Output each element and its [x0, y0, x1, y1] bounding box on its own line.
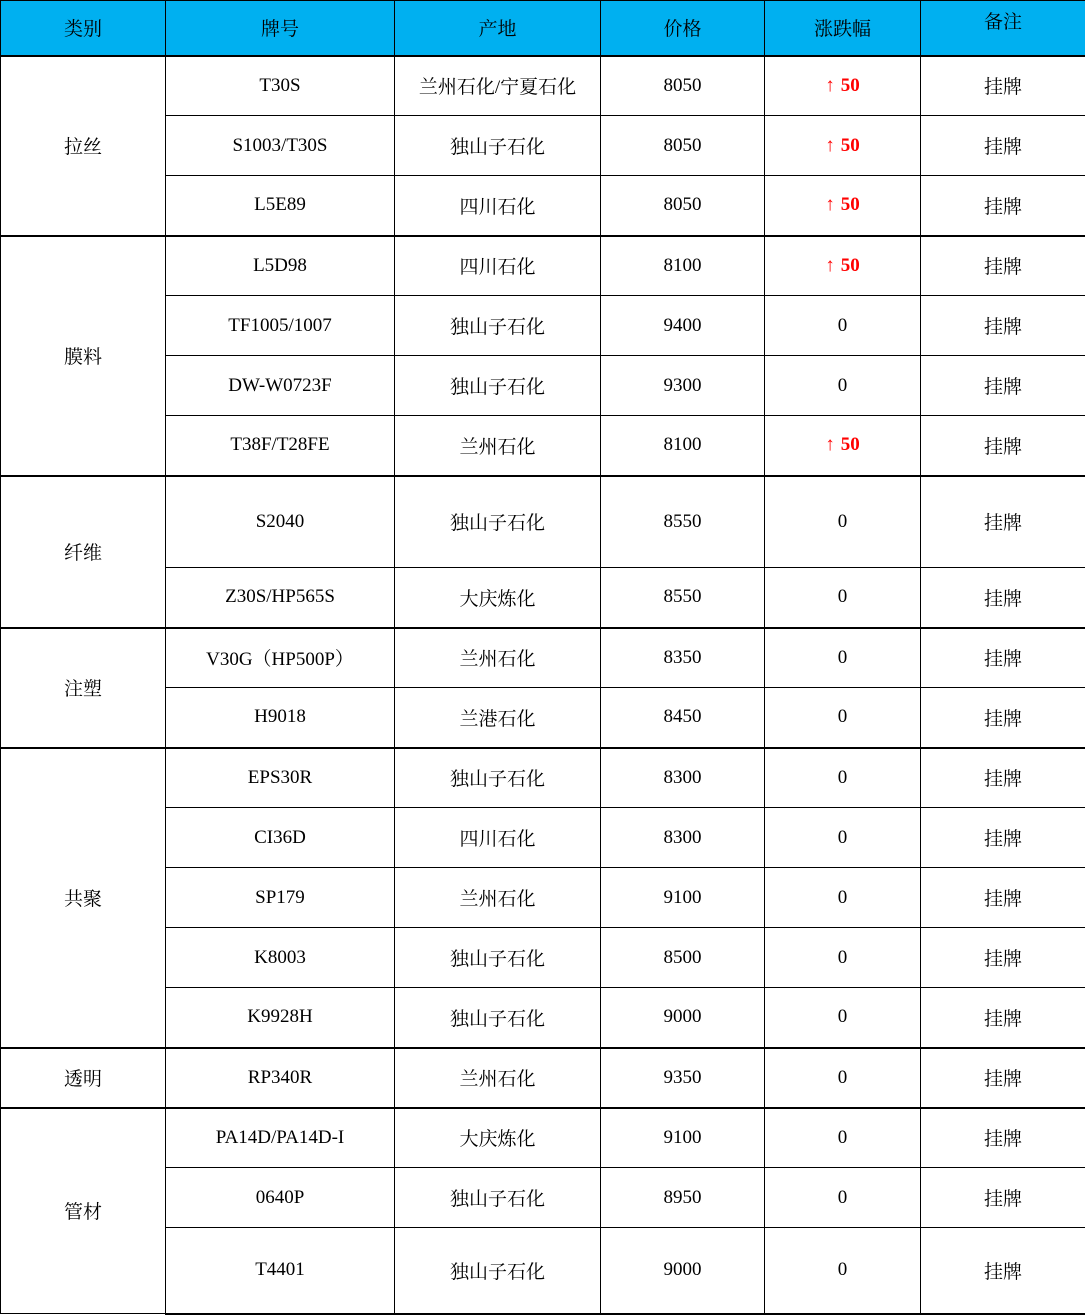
- origin-cell: 独山子石化: [395, 748, 601, 808]
- change-cell: [765, 928, 921, 988]
- brand-cell: L5E89: [166, 176, 395, 236]
- column-header-category: 类别: [1, 1, 166, 56]
- category-cell: 透明: [1, 1048, 166, 1108]
- brand-cell: S1003/T30S: [166, 116, 395, 176]
- brand-cell: V30G（HP500P）: [166, 628, 395, 688]
- price-cell: 9400: [601, 296, 765, 356]
- change-value: 0: [837, 826, 848, 848]
- note-cell: 挂牌: [921, 1228, 1085, 1314]
- note-cell: 挂牌: [921, 928, 1085, 988]
- note-cell: 挂牌: [921, 416, 1085, 476]
- origin-cell: 兰州石化/宁夏石化: [395, 56, 601, 116]
- change-cell: [765, 116, 921, 176]
- change-value: 50: [840, 434, 860, 456]
- brand-cell: 0640P: [166, 1168, 395, 1228]
- brand-cell: DW-W0723F: [166, 356, 395, 416]
- price-cell: 8050: [601, 176, 765, 236]
- change-value: 0: [837, 886, 848, 908]
- column-header-change: 涨跌幅: [765, 1, 921, 56]
- note-cell: 挂牌: [921, 1168, 1085, 1228]
- note-cell: 挂牌: [921, 356, 1085, 416]
- table-row: [1, 628, 1085, 688]
- category-cell: 管材: [1, 1108, 166, 1314]
- table-row: [1, 748, 1085, 808]
- price-cell: 8100: [601, 236, 765, 296]
- note-cell: 挂牌: [921, 296, 1085, 356]
- table-row: [1, 476, 1085, 568]
- note-cell: 挂牌: [921, 56, 1085, 116]
- change-cell: [765, 476, 921, 568]
- header-row: [1, 1, 1085, 56]
- note-cell: 挂牌: [921, 988, 1085, 1048]
- table-row: [1, 236, 1085, 296]
- brand-cell: S2040: [166, 476, 395, 568]
- origin-cell: 独山子石化: [395, 356, 601, 416]
- brand-cell: T38F/T28FE: [166, 416, 395, 476]
- origin-cell: 独山子石化: [395, 116, 601, 176]
- column-header-origin: 产地: [395, 1, 601, 56]
- brand-cell: T30S: [166, 56, 395, 116]
- price-cell: 9300: [601, 356, 765, 416]
- brand-cell: PA14D/PA14D-I: [166, 1108, 395, 1168]
- change-cell: [765, 1048, 921, 1108]
- brand-cell: TF1005/1007: [166, 296, 395, 356]
- origin-cell: 独山子石化: [395, 988, 601, 1048]
- price-cell: 8950: [601, 1168, 765, 1228]
- change-value: 50: [840, 74, 860, 96]
- up-arrow-icon: ↑: [825, 434, 835, 456]
- column-header-price: 价格: [601, 1, 765, 56]
- up-arrow-icon: ↑: [825, 254, 835, 276]
- change-cell: [765, 416, 921, 476]
- brand-cell: RP340R: [166, 1048, 395, 1108]
- change-value: 0: [837, 1066, 848, 1088]
- category-cell: 纤维: [1, 476, 166, 628]
- brand-cell: T4401: [166, 1228, 395, 1314]
- note-cell: 挂牌: [921, 116, 1085, 176]
- note-cell: 挂牌: [921, 688, 1085, 748]
- origin-cell: 兰州石化: [395, 868, 601, 928]
- origin-cell: 四川石化: [395, 808, 601, 868]
- note-cell: 挂牌: [921, 236, 1085, 296]
- brand-cell: L5D98: [166, 236, 395, 296]
- column-header-brand: 牌号: [166, 1, 395, 56]
- change-cell: [765, 56, 921, 116]
- change-value: 0: [837, 1259, 848, 1281]
- change-value: 50: [840, 134, 860, 156]
- change-cell: [765, 176, 921, 236]
- table-row: [1, 1048, 1085, 1108]
- brand-cell: SP179: [166, 868, 395, 928]
- brand-cell: Z30S/HP565S: [166, 568, 395, 628]
- origin-cell: 兰州石化: [395, 628, 601, 688]
- table-row: [1, 1108, 1085, 1168]
- category-cell: 注塑: [1, 628, 166, 748]
- category-cell: 拉丝: [1, 56, 166, 236]
- price-cell: 9350: [601, 1048, 765, 1108]
- origin-cell: 兰港石化: [395, 688, 601, 748]
- price-cell: 8450: [601, 688, 765, 748]
- brand-cell: K9928H: [166, 988, 395, 1048]
- origin-cell: 大庆炼化: [395, 568, 601, 628]
- change-cell: [765, 628, 921, 688]
- up-arrow-icon: ↑: [825, 194, 835, 216]
- change-value: 0: [837, 374, 848, 396]
- change-value: 0: [837, 510, 848, 532]
- price-table-body: [1, 56, 1085, 1314]
- brand-cell: K8003: [166, 928, 395, 988]
- origin-cell: 独山子石化: [395, 476, 601, 568]
- note-cell: 挂牌: [921, 176, 1085, 236]
- change-value: 0: [837, 1186, 848, 1208]
- change-cell: [765, 296, 921, 356]
- origin-cell: 独山子石化: [395, 1228, 601, 1314]
- price-cell: 8550: [601, 476, 765, 568]
- origin-cell: 独山子石化: [395, 1168, 601, 1228]
- origin-cell: 独山子石化: [395, 296, 601, 356]
- price-cell: 8300: [601, 748, 765, 808]
- note-cell: 挂牌: [921, 628, 1085, 688]
- up-arrow-icon: ↑: [825, 74, 835, 96]
- origin-cell: 独山子石化: [395, 928, 601, 988]
- change-value: 0: [837, 646, 848, 668]
- change-value: 50: [840, 254, 860, 276]
- price-cell: 8550: [601, 568, 765, 628]
- change-value: 0: [837, 766, 848, 788]
- change-value: 0: [837, 586, 848, 608]
- category-cell: 膜料: [1, 236, 166, 476]
- change-cell: [765, 808, 921, 868]
- note-cell: 挂牌: [921, 748, 1085, 808]
- change-value: 0: [837, 946, 848, 968]
- change-value: 0: [837, 314, 848, 336]
- change-cell: [765, 688, 921, 748]
- origin-cell: 兰州石化: [395, 1048, 601, 1108]
- change-cell: [765, 356, 921, 416]
- origin-cell: 兰州石化: [395, 416, 601, 476]
- change-cell: [765, 1168, 921, 1228]
- note-cell: 挂牌: [921, 476, 1085, 568]
- table-row: [1, 56, 1085, 116]
- price-cell: 8100: [601, 416, 765, 476]
- price-cell: 8050: [601, 116, 765, 176]
- change-cell: [765, 748, 921, 808]
- change-cell: [765, 236, 921, 296]
- note-cell: 挂牌: [921, 1048, 1085, 1108]
- price-cell: 8350: [601, 628, 765, 688]
- category-cell: 共聚: [1, 748, 166, 1048]
- price-cell: 9000: [601, 988, 765, 1048]
- column-header-note: 备注: [921, 1, 1085, 56]
- change-cell: [765, 1228, 921, 1314]
- brand-cell: CI36D: [166, 808, 395, 868]
- origin-cell: 四川石化: [395, 236, 601, 296]
- note-cell: 挂牌: [921, 868, 1085, 928]
- price-cell: 9100: [601, 868, 765, 928]
- change-cell: [765, 868, 921, 928]
- origin-cell: 四川石化: [395, 176, 601, 236]
- price-cell: 8050: [601, 56, 765, 116]
- change-cell: [765, 988, 921, 1048]
- change-value: 0: [837, 1126, 848, 1148]
- origin-cell: 大庆炼化: [395, 1108, 601, 1168]
- change-value: 0: [837, 706, 848, 728]
- change-value: 50: [840, 194, 860, 216]
- brand-cell: H9018: [166, 688, 395, 748]
- brand-cell: EPS30R: [166, 748, 395, 808]
- change-cell: [765, 568, 921, 628]
- price-table-header: [1, 1, 1085, 56]
- price-cell: 8300: [601, 808, 765, 868]
- change-cell: [765, 1108, 921, 1168]
- price-cell: 9000: [601, 1228, 765, 1314]
- price-cell: 9100: [601, 1108, 765, 1168]
- price-cell: 8500: [601, 928, 765, 988]
- note-cell: 挂牌: [921, 808, 1085, 868]
- change-value: 0: [837, 1006, 848, 1028]
- up-arrow-icon: ↑: [825, 134, 835, 156]
- note-cell: 挂牌: [921, 1108, 1085, 1168]
- note-cell: 挂牌: [921, 568, 1085, 628]
